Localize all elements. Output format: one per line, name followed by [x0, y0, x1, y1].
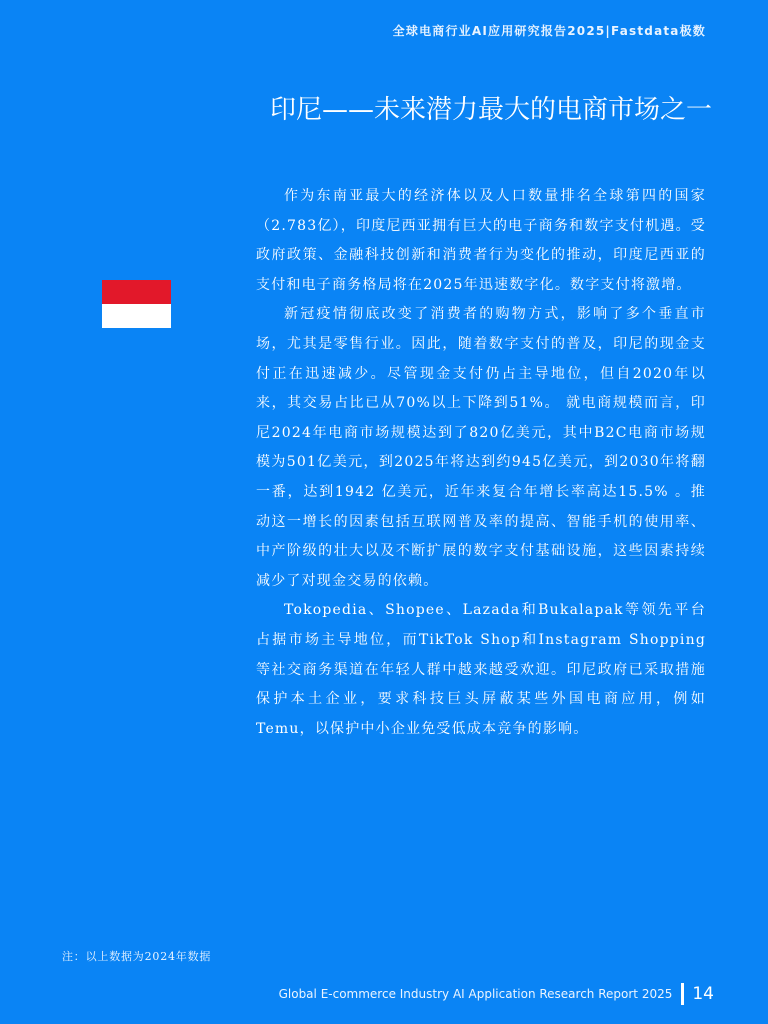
footer-report-name: Global E-commerce Industry AI Application Research Report 2025 [278, 987, 673, 1001]
paragraph-2: 新冠疫情彻底改变了消费者的购物方式，影响了多个垂直市场，尤其是零售行业。因此，随着数字支付的普及，印尼的现金支付正在迅速减少。尽管现金支付仍占主导地位，但自2020年以来，其交易占比已从70%以上下降到51%。 就电商规模而言，印尼2024年电商市场规模达到了820亿美元，其中B2C电商市场规模为501亿美元，到2025年将达到约945亿美元，到2030年将翻一番，达到1942 亿美元，近年来复合年增长率高达15.5% 。推动这一增长的因素包括互联网普及率的提高、智能手机的使用率、中产阶级的壮大以及不断扩展的数字支付基础设施，这些因素持续减少了对现金交易的依赖。 [256, 306, 706, 589]
page-title: 印尼——未来潜力最大的电商市场之一 [270, 95, 713, 125]
page-footer [279, 982, 714, 1006]
article-body [256, 182, 706, 744]
flag-red-stripe [102, 280, 171, 304]
report-header: 全球电商行业AI应用研究报告2025|Fastdata极数 [392, 24, 706, 38]
indonesia-flag-icon [102, 280, 171, 328]
paragraph-3: Tokopedia、Shopee、Lazada和Bukalapak等领先平台占据市场主导地位，而TikTok Shop和Instagram Shopping 等社交商务渠道在年轻人群中越来越受欢迎。印尼政府已采取措施保护本土企业，要求科技巨头屏蔽某些外国电商应用，例如Temu，以保护中小企业免受低成本竞争的影响。 [256, 602, 706, 737]
flag-white-stripe [102, 304, 171, 328]
footer-divider [681, 983, 684, 1005]
paragraph-1: 作为东南亚最大的经济体以及人口数量排名全球第四的国家（2.783亿），印度尼西亚拥有巨大的电子商务和数字支付机遇。受政府政策、金融科技创新和消费者行为变化的推动，印度尼西亚的支付和电子商务格局将在2025年迅速数字化。数字支付将激增。 [256, 188, 706, 293]
page-number: 14 [692, 984, 714, 1004]
data-note: 注：以上数据为2024年数据 [62, 950, 212, 963]
